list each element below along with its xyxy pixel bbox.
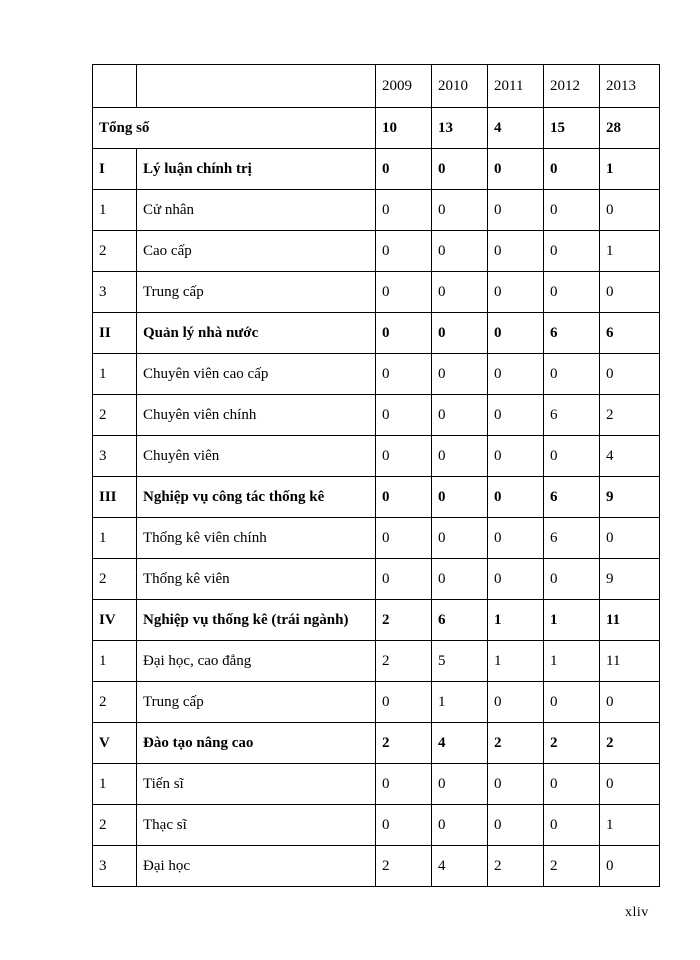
table-row [93,272,660,313]
row-value: 0 [432,313,488,354]
row-value: 0 [432,477,488,518]
row-label: Trung cấp [137,272,376,313]
total-value: 28 [600,108,660,149]
row-value: 1 [432,682,488,723]
row-code: 1 [93,518,137,559]
row-label: Đào tạo nâng cao [137,723,376,764]
row-value: 0 [432,149,488,190]
row-value: 0 [600,190,660,231]
row-value: 0 [544,805,600,846]
row-value: 0 [488,764,544,805]
table-row [93,231,660,272]
header-year-2010: 2010 [432,65,488,108]
total-row [93,108,660,149]
row-value: 0 [544,149,600,190]
row-label: Trung cấp [137,682,376,723]
row-code: IV [93,600,137,641]
row-value: 2 [600,395,660,436]
row-value: 6 [432,600,488,641]
row-value: 0 [600,272,660,313]
row-label: Thống kê viên [137,559,376,600]
row-value: 0 [544,190,600,231]
row-value: 9 [600,559,660,600]
row-value: 0 [376,805,432,846]
row-value: 0 [376,436,432,477]
row-code: 1 [93,764,137,805]
row-value: 0 [488,190,544,231]
table-body [93,65,660,887]
total-value: 13 [432,108,488,149]
table-row [93,395,660,436]
table-row [93,764,660,805]
total-value: 15 [544,108,600,149]
row-value: 11 [600,641,660,682]
row-value: 0 [544,682,600,723]
row-code: II [93,313,137,354]
row-label: Thống kê viên chính [137,518,376,559]
table-row [93,518,660,559]
row-value: 0 [488,436,544,477]
row-code: V [93,723,137,764]
row-value: 0 [376,395,432,436]
row-value: 4 [600,436,660,477]
row-code: 2 [93,395,137,436]
row-value: 0 [376,313,432,354]
row-value: 0 [376,477,432,518]
row-value: 2 [488,723,544,764]
row-label: Chuyên viên cao cấp [137,354,376,395]
row-value: 0 [488,682,544,723]
row-label: Đại học, cao đẳng [137,641,376,682]
row-value: 2 [600,723,660,764]
total-label: Tổng số [93,108,376,149]
row-value: 0 [544,764,600,805]
row-code: 3 [93,272,137,313]
table-row [93,846,660,887]
row-label: Chuyên viên [137,436,376,477]
row-value: 0 [376,190,432,231]
row-value: 6 [600,313,660,354]
row-value: 4 [432,846,488,887]
row-value: 0 [544,354,600,395]
row-value: 0 [432,395,488,436]
section-row [93,313,660,354]
row-value: 0 [544,436,600,477]
row-value: 0 [432,764,488,805]
total-value: 10 [376,108,432,149]
row-code: 2 [93,559,137,600]
row-code: 2 [93,682,137,723]
row-code: 1 [93,354,137,395]
row-value: 6 [544,395,600,436]
row-label: Nghiệp vụ thống kê (trái ngành) [137,600,376,641]
row-value: 0 [432,231,488,272]
statistics-table [92,64,660,887]
row-value: 2 [376,600,432,641]
header-year-2009: 2009 [376,65,432,108]
row-value: 0 [488,272,544,313]
table-row [93,190,660,231]
row-value: 5 [432,641,488,682]
row-value: 0 [432,805,488,846]
row-value: 1 [544,600,600,641]
row-value: 0 [544,559,600,600]
row-value: 1 [600,231,660,272]
row-code: 3 [93,846,137,887]
row-value: 0 [432,518,488,559]
row-value: 0 [376,272,432,313]
header-year-2013: 2013 [600,65,660,108]
row-value: 0 [432,436,488,477]
table-row [93,682,660,723]
total-value: 4 [488,108,544,149]
row-label: Nghiệp vụ công tác thống kê [137,477,376,518]
row-value: 0 [488,805,544,846]
row-value: 0 [600,764,660,805]
row-value: 0 [376,559,432,600]
row-value: 4 [432,723,488,764]
row-code: 1 [93,641,137,682]
row-value: 11 [600,600,660,641]
row-value: 0 [600,354,660,395]
page-number: xliv [625,905,649,920]
header-cell-label [137,65,376,108]
row-value: 2 [376,723,432,764]
section-row [93,477,660,518]
row-value: 0 [488,231,544,272]
table-row [93,641,660,682]
row-label: Đại học [137,846,376,887]
section-row [93,723,660,764]
row-value: 0 [600,682,660,723]
row-value: 2 [544,846,600,887]
table-row [93,436,660,477]
table-row [93,559,660,600]
row-value: 2 [488,846,544,887]
table-row [93,805,660,846]
row-label: Cử nhân [137,190,376,231]
row-value: 0 [488,149,544,190]
row-value: 6 [544,518,600,559]
row-value: 0 [376,231,432,272]
row-value: 1 [544,641,600,682]
row-value: 9 [600,477,660,518]
header-row [93,65,660,108]
row-value: 0 [544,272,600,313]
row-value: 0 [432,354,488,395]
row-value: 0 [600,518,660,559]
row-label: Tiến sĩ [137,764,376,805]
row-code: 3 [93,436,137,477]
row-value: 6 [544,313,600,354]
row-value: 0 [376,354,432,395]
row-label: Chuyên viên chính [137,395,376,436]
row-value: 0 [488,477,544,518]
row-value: 0 [376,764,432,805]
row-value: 0 [544,231,600,272]
row-value: 0 [376,682,432,723]
row-value: 2 [544,723,600,764]
row-code: 1 [93,190,137,231]
section-row [93,149,660,190]
header-year-2011: 2011 [488,65,544,108]
row-value: 1 [600,805,660,846]
row-code: I [93,149,137,190]
row-value: 0 [488,518,544,559]
row-value: 0 [432,190,488,231]
row-value: 2 [376,641,432,682]
row-value: 0 [376,518,432,559]
row-value: 0 [488,559,544,600]
table-row [93,354,660,395]
header-year-2012: 2012 [544,65,600,108]
row-value: 1 [600,149,660,190]
row-code: 2 [93,231,137,272]
row-label: Lý luận chính trị [137,149,376,190]
header-cell-code [93,65,137,108]
row-value: 0 [376,149,432,190]
row-label: Cao cấp [137,231,376,272]
row-value: 1 [488,641,544,682]
row-value: 6 [544,477,600,518]
row-value: 0 [488,395,544,436]
section-row [93,600,660,641]
row-label: Thạc sĩ [137,805,376,846]
row-value: 0 [432,272,488,313]
row-value: 0 [488,313,544,354]
row-code: III [93,477,137,518]
row-value: 0 [432,559,488,600]
row-value: 2 [376,846,432,887]
row-value: 0 [600,846,660,887]
row-value: 1 [488,600,544,641]
row-code: 2 [93,805,137,846]
row-value: 0 [488,354,544,395]
row-label: Quản lý nhà nước [137,313,376,354]
